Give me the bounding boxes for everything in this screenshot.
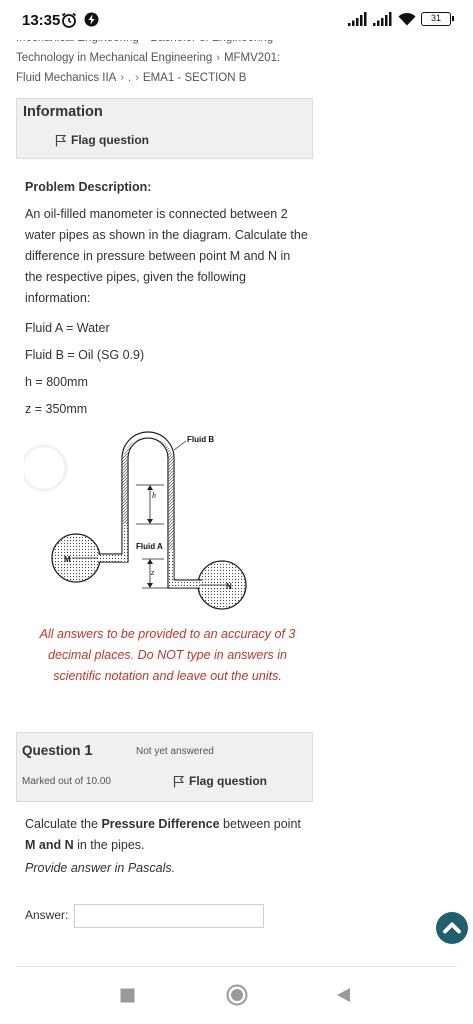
- chevron-right-icon: ›: [135, 72, 139, 84]
- problem-title: Problem Description:: [25, 180, 152, 194]
- question-text-part: Calculate the: [25, 817, 102, 831]
- label-fluid-a: Fluid A: [136, 542, 163, 551]
- problem-section: [25, 180, 310, 423]
- manometer-diagram: [24, 428, 286, 614]
- breadcrumb-item-current[interactable]: EMA1 - SECTION B: [142, 72, 247, 84]
- flag-question-label: Flag question: [189, 774, 267, 788]
- battery-icon: 31: [421, 12, 451, 26]
- square-icon: [120, 988, 135, 1003]
- given-item: h = 800mm: [25, 375, 88, 389]
- question-text-bold: M and N: [25, 838, 74, 852]
- question-label: Question: [22, 743, 81, 758]
- information-title: Information: [23, 104, 103, 120]
- given-item: Fluid A = Water: [25, 321, 110, 335]
- question-title: [22, 742, 93, 759]
- chevron-right-icon: ›: [120, 72, 125, 84]
- question-text: [25, 814, 310, 856]
- question-text-part: between point: [219, 817, 301, 831]
- label-z: z: [151, 568, 155, 577]
- question-marks: Marked out of 10.00: [22, 776, 111, 787]
- flag-question-button[interactable]: [173, 774, 267, 788]
- label-m: M: [64, 555, 71, 564]
- back-triangle-icon: [336, 987, 351, 1003]
- question-hint: Provide answer in Pascals.: [25, 861, 176, 875]
- information-box: [16, 98, 313, 159]
- flag-question-button[interactable]: [55, 133, 149, 147]
- question-number: 1: [84, 742, 93, 759]
- home-button[interactable]: [226, 984, 248, 1011]
- home-circle-icon: [226, 984, 248, 1006]
- signal-icon-2: [373, 12, 393, 26]
- flag-icon: [55, 134, 67, 147]
- chevron-right-icon: ›: [216, 52, 220, 64]
- back-button[interactable]: [336, 987, 351, 1008]
- label-fluid-b: Fluid B: [187, 435, 215, 444]
- divider: [16, 966, 457, 967]
- breadcrumb-item[interactable]: MFMV201:: [223, 52, 281, 64]
- question-text-part: in the pipes.: [73, 838, 145, 852]
- breadcrumb-item[interactable]: Technology in Mechanical Engineering: [16, 52, 213, 64]
- label-n: N: [226, 582, 232, 591]
- status-icons: [348, 12, 451, 26]
- recent-apps-button[interactable]: [120, 988, 135, 1008]
- breadcrumb-line-2: [16, 48, 306, 68]
- answer-input[interactable]: [74, 904, 264, 928]
- given-item: Fluid B = Oil (SG 0.9): [25, 348, 145, 362]
- question-info-box: [16, 732, 313, 802]
- breadcrumb-item[interactable]: Fluid Mechanics IIA: [16, 72, 117, 84]
- data-saver-icon: [84, 12, 99, 32]
- problem-description: An oil-filled manometer is connected between 2 water pipes as shown in the diagram. Calculate the difference in pressure between point M and N in the respective pipes, given the following information:: [25, 207, 308, 305]
- flag-icon: [173, 775, 185, 788]
- question-status: Not yet answered: [136, 746, 214, 757]
- wifi-icon: [398, 12, 416, 26]
- chevron-up-icon: [436, 912, 468, 944]
- status-bar: [0, 0, 473, 40]
- label-h: h: [152, 491, 156, 500]
- back-to-top-button[interactable]: [436, 912, 468, 944]
- answer-label: Answer:: [25, 908, 69, 922]
- accuracy-note: All answers to be provided to an accuracy of 3 decimal places. Do NOT type in answers in scientific notation and leave out the units.: [39, 627, 296, 683]
- alarm-icon: [60, 11, 78, 34]
- flag-question-label: Flag question: [71, 133, 149, 147]
- system-nav-bar: [0, 968, 473, 1024]
- breadcrumb-line-3: [16, 68, 306, 88]
- question-text-bold: Pressure Difference: [101, 817, 220, 831]
- given-item: z = 350mm: [25, 402, 88, 416]
- signal-icon: [348, 12, 368, 26]
- breadcrumb-item[interactable]: .: [128, 72, 132, 84]
- status-time: 13:35: [22, 12, 61, 29]
